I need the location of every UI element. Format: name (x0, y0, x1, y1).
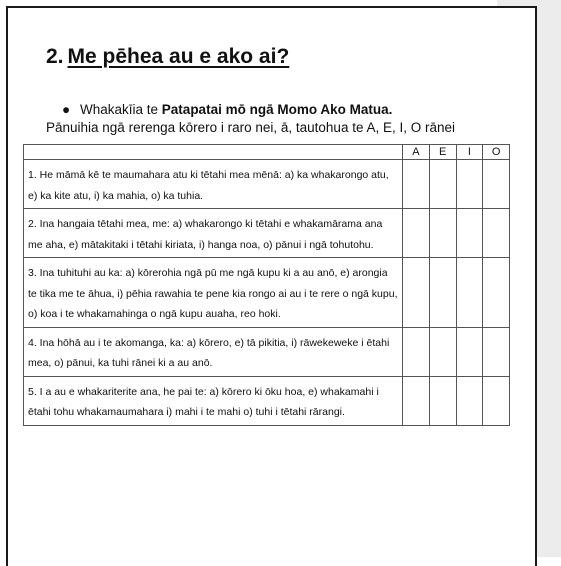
bullet-instruction (62, 102, 392, 117)
instruction-text: Pānuihia ngā rerenga kōrero i raro nei, ā, tautohua te A, E, I, O rānei (46, 120, 456, 135)
answer-cell-o[interactable] (483, 376, 510, 425)
table-row (24, 376, 510, 425)
question-text: 3. Ina tuhituhi au ka: a) kōrerohia ngā pū me ngā kupu ki a au anō, e) arongia te tika me te āhua, i) pēhia rawahia te pene kia rongo ai au i te rere o ngā kupu, o) koa i te whakamahinga o ngā kupu auaha, reo hoki. (24, 258, 403, 328)
answer-cell-e[interactable] (429, 327, 456, 376)
answer-cell-o[interactable] (483, 160, 510, 209)
answer-cell-i[interactable] (456, 376, 483, 425)
header-option-i: I (456, 145, 483, 160)
table-row (24, 209, 510, 258)
header-option-a: A (403, 145, 430, 160)
question-text: 2. Ina hangaia tētahi mea, me: a) whakarongo ki tētahi e whakamārama ana me aha, e) mātakitaki i tētahi kiriata, i) hanga noa, o) pānui i ngā tohutohu. (24, 209, 403, 258)
bullet-icon: ● (62, 102, 71, 117)
answer-cell-a[interactable] (403, 376, 430, 425)
questionnaire-table (23, 144, 510, 426)
header-option-e: E (429, 145, 456, 160)
question-text: 4. Ina hōhā au i te akomanga, ka: a) kōrero, e) tā pikitia, i) rāwekeweke i ētahi mea, o) pānui, ka tuhi rānei ki a au anō. (24, 327, 403, 376)
answer-cell-a[interactable] (403, 258, 430, 328)
answer-cell-i[interactable] (456, 327, 483, 376)
table-header-row (24, 145, 510, 160)
answer-cell-e[interactable] (429, 376, 456, 425)
section-number: 2. (46, 45, 64, 68)
answer-cell-e[interactable] (429, 209, 456, 258)
answer-cell-i[interactable] (456, 258, 483, 328)
answer-cell-o[interactable] (483, 327, 510, 376)
answer-cell-a[interactable] (403, 209, 430, 258)
table-row (24, 258, 510, 328)
answer-cell-i[interactable] (456, 209, 483, 258)
section-heading (46, 45, 289, 69)
question-text: 5. I a au e whakariterite ana, he pai te: a) kōrero ki ōku hoa, e) whakamahi i ētahi tohu whakamaumahara i) mahi i te mahi o) tuhi i tētahi rārangi. (24, 376, 403, 425)
section-title: Me pēhea au e ako ai? (67, 45, 290, 68)
table-row (24, 327, 510, 376)
bullet-bold-text: Patapatai mō ngā Momo Ako Matua. (161, 102, 393, 117)
answer-cell-o[interactable] (483, 258, 510, 328)
answer-cell-e[interactable] (429, 258, 456, 328)
table-row (24, 160, 510, 209)
question-text: 1. He māmā kē te maumahara atu ki tētahi mea mēnā: a) ka whakarongo atu, e) ka kite atu, i) ka mahia, o) ka tuhia. (24, 160, 403, 209)
bullet-text: Whakakīia te (80, 102, 162, 117)
answer-cell-a[interactable] (403, 160, 430, 209)
answer-cell-i[interactable] (456, 160, 483, 209)
answer-cell-e[interactable] (429, 160, 456, 209)
header-blank (24, 145, 403, 160)
answer-cell-o[interactable] (483, 209, 510, 258)
header-option-o: O (483, 145, 510, 160)
answer-cell-a[interactable] (403, 327, 430, 376)
